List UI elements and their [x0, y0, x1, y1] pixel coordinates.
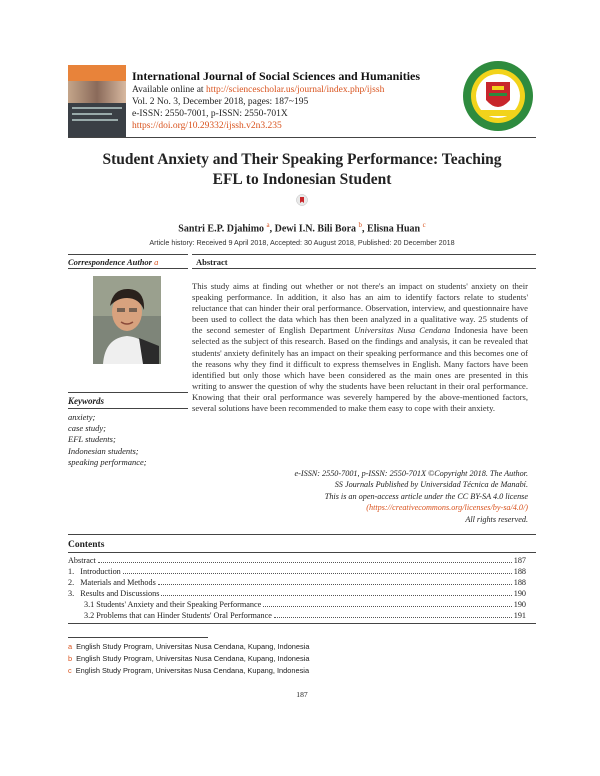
toc-entry[interactable] [68, 576, 526, 587]
university-name: Universitas Nusa Cendana [354, 325, 451, 336]
license-link[interactable]: (https://creativecommons.org/licenses/by-sa/4.0/) [366, 503, 528, 513]
toc-page: 191 [513, 611, 526, 620]
author-name: Santri E.P. Djahimo [178, 223, 265, 235]
correspondence-mark: a [154, 257, 159, 267]
contents-head-rule [68, 552, 536, 553]
toc-label: 3.2 Problems that can Hinder Students' Oral Performance [84, 611, 272, 620]
footnote [68, 666, 309, 675]
abstract-top-rule [192, 254, 536, 255]
journal-title: International Journal of Social Sciences and Humanities [132, 69, 421, 83]
toc-label: 3.1 Students' Anxiety and their Speaking Performance [84, 600, 262, 609]
keyword-item: speaking performance; [68, 456, 147, 467]
keyword-list [68, 412, 147, 468]
article-history: Article history: Received 9 April 2018, Accepted: 30 August 2018, Published: 20 December 2018 [149, 238, 455, 247]
author-list: Santri E.P. Djahimo $^a$, Dewi I.N. Bili Bora $^b$, Elisna Huan $^c$ [178, 221, 426, 235]
correspondence-heading [68, 257, 158, 267]
author-mark: c [422, 221, 426, 229]
available-label: Available online at [132, 85, 206, 95]
header-rule [68, 137, 536, 138]
available-online [132, 85, 384, 95]
abstract-body [192, 281, 528, 414]
issn-info: e-ISSN: 2550-7001, p-ISSN: 2550-701X [132, 109, 288, 119]
toc-label: Abstract [68, 556, 96, 565]
author-photo [93, 276, 161, 364]
footnote-text: English Study Program, Universitas Nusa Cendana, Kupang, Indonesia [76, 642, 310, 651]
keywords-heading: Keywords [68, 396, 104, 406]
footnote-text: English Study Program, Universitas Nusa Cendana, Kupang, Indonesia [75, 666, 310, 675]
rights-line: All rights reserved. [465, 514, 528, 524]
abstract-heading: Abstract [196, 257, 228, 267]
toc-label: 1. Introduction [68, 567, 121, 576]
sidebar-head-rule [68, 268, 188, 269]
volume-info: Vol. 2 No. 3, December 2018, pages: 187~195 [132, 97, 309, 107]
contents-bottom-rule [68, 623, 536, 624]
toc-label: 2. Materials and Methods [68, 578, 156, 587]
page-number: 187 [296, 690, 308, 699]
footnote-rule [68, 637, 208, 638]
toc-entry[interactable] [68, 587, 526, 598]
toc-page: 190 [513, 589, 526, 598]
keyword-item: Indonesian students; [68, 445, 139, 456]
author-mark: a [266, 221, 270, 229]
author-name: Elisna Huan [367, 223, 421, 235]
keywords-head-rule [68, 408, 188, 409]
abstract-text-part2: Indonesia have been selected as the subject of this research. Based on the findings and analysis, it can be revealed that students' anxiety definitely has an impact on their speaking performance and this becomes one of the reasons why they find it difficult to express themselves in English. Many factors have been identified but only those which have been considered as the main ones are presented in this writing to answer the question of why the students have been reluctant in their oral performance. Knowing that their oral performance was severely hampered by the above-mentioned factors, several solutions have been recommended to make them easy to cope with their anxiety. [192, 325, 528, 414]
article-title [68, 150, 536, 190]
abstract-text-part1: This study aims at finding out whether or not there's an impact on students' anxiety on their speaking performance. In addition, it also has an aim to identify factors relate to students' reluctance that can hinder their oral performance. Observation, interview, and questionnaire have been used to collect the data which has then been analyzed in a qualitative way. 25 students of the second semester of English Department [192, 281, 528, 336]
toc-page: 190 [513, 600, 526, 609]
sidebar-top-rule [68, 254, 188, 255]
keyword-item: case study; [68, 423, 107, 434]
toc-page: 187 [513, 556, 526, 565]
footnote-mark: b [68, 654, 73, 663]
doi-link[interactable]: https://doi.org/10.29332/ijssh.v2n3.235 [132, 121, 282, 131]
author-mark: b [358, 221, 363, 229]
toc-page: 188 [513, 567, 526, 576]
keyword-item: EFL students; [68, 434, 116, 445]
journal-url-link[interactable]: http://sciencescholar.us/journal/index.php/ijssh [205, 85, 385, 95]
toc-entry[interactable] [68, 565, 526, 576]
author-name: Dewi I.N. Bili Bora [274, 223, 357, 235]
license-line: This is an open-access article under the CC BY-SA 4.0 license [324, 491, 528, 501]
correspondence-label: Correspondence Author [68, 257, 152, 267]
publisher-line: SS Journals Published by Universidad Técnica de Manabí. [334, 480, 528, 490]
footnote-mark: a [68, 642, 73, 651]
footnote [68, 654, 309, 663]
contents-top-rule [68, 534, 536, 535]
toc-entry[interactable] [84, 598, 526, 609]
title-line-2: EFL to Indonesian Student [212, 171, 392, 188]
footnote-mark: c [68, 666, 72, 675]
footnote-text: English Study Program, Universitas Nusa Cendana, Kupang, Indonesia [76, 654, 310, 663]
journal-cover-thumbnail [68, 65, 126, 137]
toc-entry[interactable] [84, 609, 526, 620]
copyright-line: e-ISSN: 2550-7001, p-ISSN: 2550-701X ©Copyright 2018. The Author. [294, 469, 528, 478]
copyright-block [192, 468, 528, 525]
footnote [68, 642, 309, 651]
keywords-top-rule [68, 392, 188, 393]
abstract-head-rule [192, 268, 536, 269]
toc-label: 3. Results and Discussions [68, 589, 160, 598]
crossmark-icon[interactable] [296, 194, 308, 206]
university-seal-logo [462, 60, 534, 132]
title-line-1: Student Anxiety and Their Speaking Performance: Teaching [102, 151, 502, 168]
toc-page: 188 [513, 578, 526, 587]
keyword-item: anxiety; [68, 412, 96, 422]
toc-entry[interactable] [68, 554, 526, 565]
contents-heading: Contents [68, 540, 105, 550]
